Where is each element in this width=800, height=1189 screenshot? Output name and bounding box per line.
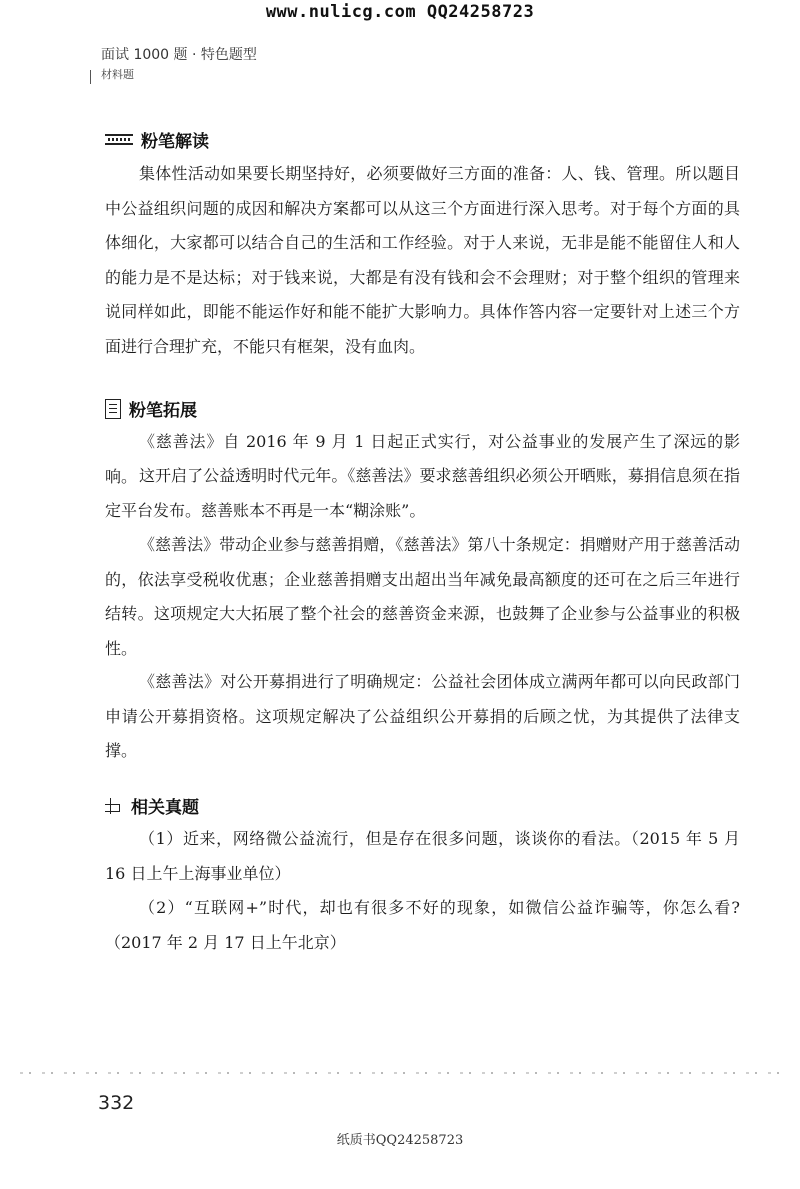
bracket-icon (105, 798, 123, 814)
scan-noise-divider (20, 1072, 780, 1074)
expand-paragraph-2: 这开启了公益透明时代元年。《慈善法》要求慈善组织必须公开晒账，募捐信息须在指定平台发布。慈善账本不再是一本“糊涂账”。 (105, 466, 740, 520)
expand-paragraph-3: 《慈善法》带动企业参与慈善捐赠，《慈善法》第八十条规定：捐赠财产用于慈善活动的，依法享受税收优惠；企业慈善捐赠支出超出当年减免最高额度的还可在之后三年进行结转。这项规定大大拓展了整个社会的慈善资金来源，也鼓舞了企业参与公益事业的积极性。 (105, 535, 740, 658)
section-title-read: 粉笔解读 (141, 132, 209, 152)
read-paragraph: 集体性活动如果要长期坚持好，必须要做好三方面的准备：人、钱、管理。所以题目中公益组织问题的成因和解决方案都可以从这三个方面进行深入思考。对于每个方面的具体细化，大家都可以结合自己的生活和工作经验。对于人来说，无非是能不能留住人和人的能力是不是达标；对于钱来说，大都是有没有钱和会不会理财；对于整个组织的管理来说同样如此，即能不能运作好和能不能扩大影响力。具体作答内容一定要针对上述三个方面进行合理扩充，不能只有框架，没有血肉。 (105, 164, 740, 356)
section-heading-related (105, 793, 199, 818)
book-icon (105, 134, 133, 145)
page-number: 332 (98, 1092, 135, 1114)
section-title-expand: 粉笔拓展 (129, 401, 197, 421)
section-title-related: 相关真题 (131, 798, 199, 818)
section-heading-expand (105, 396, 197, 421)
bottom-watermark: 纸质书QQ24258723 (336, 1133, 464, 1148)
expand-paragraph-1: 《慈善法》自 2016 年 9 月 1 日起正式实行，对公益事业的发展产生了深远的影响。 (105, 432, 740, 486)
related-question-1: （1）近来，网络微公益流行，但是存在很多问题，谈谈你的看法。（2015 年 5 月 16 日上午上海事业单位） (105, 829, 740, 883)
top-watermark: www.nulicg.com QQ24258723 (265, 2, 535, 22)
running-head-divider (90, 70, 91, 84)
related-question-2: （2）“互联网+”时代，却也有很多不好的现象，如微信公益诈骗等，你怎么看?（2017 年 2 月 17 日上午北京） (105, 898, 740, 952)
notebook-icon (105, 399, 121, 419)
running-head-title: 面试 1000 题 · 特色题型 (101, 47, 257, 63)
expand-paragraph-4: 《慈善法》对公开募捐进行了明确规定：公益社会团体成立满两年都可以向民政部门申请公开募捐资格。这项规定解决了公益组织公开募捐的后顾之忧，为其提供了法律支撑。 (105, 672, 740, 760)
running-head-subtitle: 材料题 (101, 68, 134, 81)
section-heading-read (105, 127, 209, 152)
